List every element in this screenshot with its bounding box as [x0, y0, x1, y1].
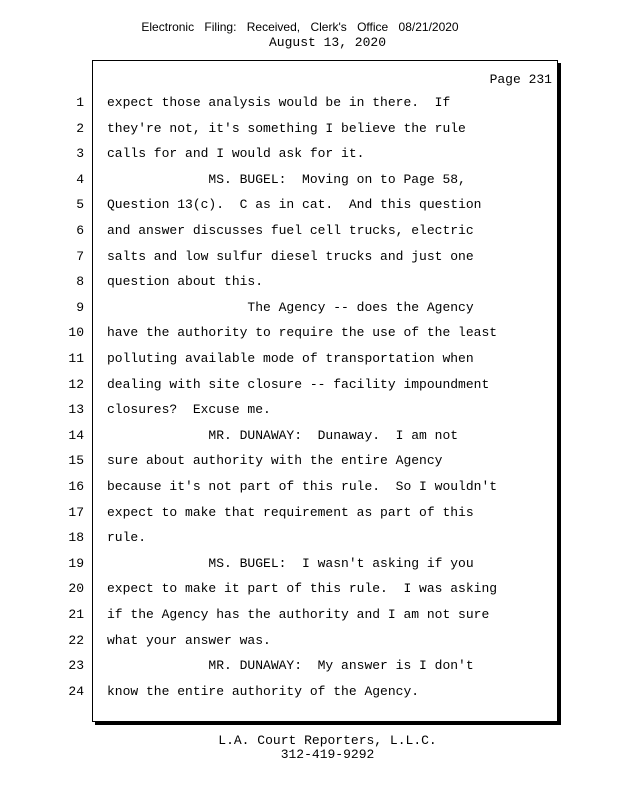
transcript-line-text: MS. BUGEL: I wasn't asking if you	[107, 556, 474, 571]
line-number: 21	[68, 607, 84, 622]
transcript-line-text: Question 13(c). C as in cat. And this question	[107, 197, 482, 212]
transcript-line-text: The Agency -- does the Agency	[107, 300, 474, 315]
line-number: 4	[76, 172, 84, 187]
line-number: 24	[68, 684, 84, 699]
transcript-line-text: dealing with site closure -- facility impoundment	[107, 377, 490, 392]
line-number: 15	[68, 453, 84, 468]
page-number: Page 231	[489, 72, 552, 87]
transcript-line-text: have the authority to require the use of the least	[107, 325, 498, 340]
line-number: 12	[68, 377, 84, 392]
transcript-line-text: salts and low sulfur diesel trucks and just one	[107, 249, 474, 264]
line-number: 2	[76, 121, 84, 136]
transcript-line-text: if the Agency has the authority and I am not sure	[107, 607, 490, 622]
line-number: 18	[68, 530, 84, 545]
line-number: 23	[68, 658, 84, 673]
transcript-line-text: rule.	[107, 530, 147, 545]
transcript-line-text: expect those analysis would be in there. If	[107, 95, 451, 110]
reporter-phone: 312-419-9292	[280, 747, 375, 762]
transcript-line-text: expect to make it part of this rule. I was asking	[107, 581, 498, 596]
transcript-line-text: what your answer was.	[107, 633, 271, 648]
transcript-line-text: because it's not part of this rule. So I wouldn't	[107, 479, 498, 494]
line-number: 9	[76, 300, 84, 315]
reporter-company: L.A. Court Reporters, L.L.C.	[218, 733, 437, 748]
line-number: 7	[76, 249, 84, 264]
line-number: 14	[68, 428, 84, 443]
line-number: 11	[68, 351, 84, 366]
line-number: 20	[68, 581, 84, 596]
line-number: 8	[76, 274, 84, 289]
transcript-line-text: question about this.	[107, 274, 264, 289]
line-number: 17	[68, 505, 84, 520]
line-number: 16	[68, 479, 84, 494]
transcript-line-text: MR. DUNAWAY: My answer is I don't	[107, 658, 474, 673]
transcript-line-text: closures? Excuse me.	[107, 402, 271, 417]
transcript-line-text: MS. BUGEL: Moving on to Page 58,	[107, 172, 466, 187]
transcript-line-text: polluting available mode of transportation when	[107, 351, 474, 366]
line-number: 5	[76, 197, 84, 212]
transcript-line-text: know the entire authority of the Agency.	[107, 684, 420, 699]
transcript-line-text: calls for and I would ask for it.	[107, 146, 365, 161]
line-number: 22	[68, 633, 84, 648]
filing-stamp: Electronic Filing: Received, Clerk's Office 08/21/2020	[141, 20, 459, 34]
line-number: 1	[76, 95, 84, 110]
transcript-line-text: MR. DUNAWAY: Dunaway. I am not	[107, 428, 459, 443]
line-number: 13	[68, 402, 84, 417]
line-number: 3	[76, 146, 84, 161]
line-number: 10	[68, 325, 84, 340]
line-number: 19	[68, 556, 84, 571]
transcript-line-text: expect to make that requirement as part of this	[107, 505, 474, 520]
transcript-line-text: sure about authority with the entire Agency	[107, 453, 443, 468]
transcript-line-text: and answer discusses fuel cell trucks, electric	[107, 223, 474, 238]
line-number: 6	[76, 223, 84, 238]
transcript-line-text: they're not, it's something I believe the rule	[107, 121, 466, 136]
transcript-date: August 13, 2020	[268, 35, 387, 50]
